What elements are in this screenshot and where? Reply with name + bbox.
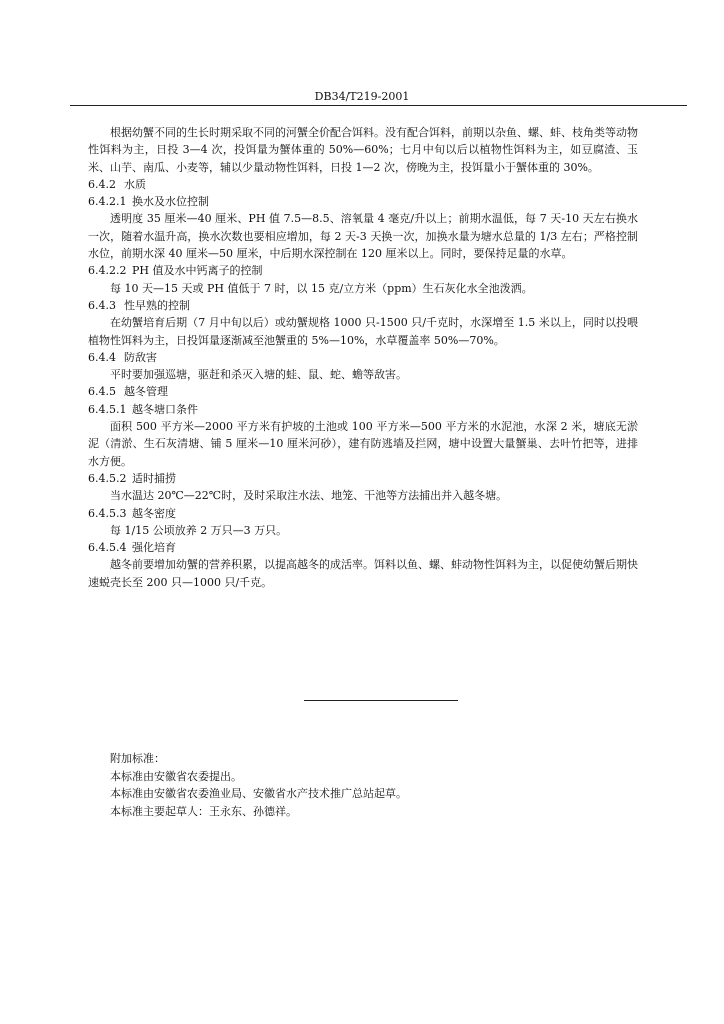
heading-number: 6.4.2.2 [88,264,127,278]
appendix-line: 本标准由安徽省农委渔业局、安徽省水产技术推广总站起草。 [110,787,407,800]
paragraph-ph-control: 每 10 天—15 天或 PH 值低于 7 时，以 15 克/立方米（ppm）生石灰化水全池泼洒。 [110,281,533,295]
heading-title: 强化培育 [132,541,176,555]
heading-title: 防敌害 [124,350,157,364]
heading-6-4-3 [88,297,638,314]
heading-6-4-5-4 [88,539,638,556]
standard-code: DB34/T219-2001 [314,90,410,103]
appendix-line: 本标准由安徽省农委提出。 [110,769,242,783]
appendix [110,750,630,820]
heading-number: 6.4.5.1 [88,402,127,416]
paragraph-harvest: 当水温达 20℃—22℃时，及时采取注水法、地笼、干池等方法捕出并入越冬塘。 [110,489,508,503]
header-divider [70,105,687,106]
heading-title: 水质 [124,177,146,191]
paragraph-pond-conditions: 面积 500 平方米—2000 平方米有护坡的土池或 100 平方米—500 平方米的水泥池，水深 2 米，塘底无淤泥（清淤、生石灰清塘、铺 5 厘米—10 厘米河砂），建有防逃墙及拦网，塘中设置大量蟹巢、去叶竹把等，进排水方便。 [88,420,638,468]
heading-title: 越冬密度 [132,506,176,520]
heading-title: 换水及水位控制 [132,195,209,209]
heading-title: 适时捕捞 [132,471,176,485]
paragraph-density: 每 1/15 公顷放养 2 万只—3 万只。 [110,523,288,537]
heading-6-4-2-2 [88,262,638,279]
heading-6-4-2-1 [88,193,638,210]
heading-number: 6.4.5.2 [88,471,127,485]
appendix-line: 本标准主要起草人：王永东、孙德祥。 [110,804,297,818]
heading-6-4-2 [88,176,638,193]
heading-number: 6.4.3 [88,298,116,312]
paragraph-precocity: 在幼蟹培育后期（7 月中旬以后）或幼蟹规格 1000 只-1500 只/千克时，水深增至 1.5 米以上，同时以投喂植物性饵料为主，日投饵量逐渐减至池蟹重的 5%—10%，水草覆盖率 50%—70%。 [88,316,638,347]
heading-title: 越冬塘口条件 [132,402,198,416]
paragraph-intensive-rearing: 越冬前要增加幼蟹的营养积累，以提高越冬的成活率。饵料以鱼、螺、蚌动物性饵料为主，以促使幼蟹后期快速蜕壳长至 200 只—1000 只/千克。 [88,558,638,589]
document-body [88,124,638,591]
heading-6-4-5-2 [88,470,638,487]
paragraph-predators: 平时要加强巡塘，驱赶和杀灭入塘的蛙、鼠、蛇、蟾等敌害。 [110,368,407,382]
heading-6-4-5-3 [88,505,638,522]
heading-title: 越冬管理 [124,385,168,399]
heading-number: 6.4.5 [88,385,116,399]
heading-number: 6.4.5.4 [88,541,127,555]
heading-number: 6.4.2.1 [88,195,127,209]
heading-6-4-4 [88,349,638,366]
paragraph-water-exchange: 透明度 35 厘米—40 厘米、PH 值 7.5—8.5、溶氧量 4 毫克/升以上；前期水温低，每 7 天-10 天左右换水一次，随着水温升高，换水次数也要相应增加，每 2 天-3 天换一次，加换水量为塘水总量的 1/3 左右；严格控制水位，前期水深 40 厘米—50 厘米，中后期水深控制在 120 厘米以上。同时，要保持足量的水草。 [88,212,638,261]
heading-6-4-5-1 [88,401,638,418]
appendix-title: 附加标准： [110,752,165,765]
heading-title: PH 值及水中钙离子的控制 [132,264,263,278]
heading-number: 6.4.2 [88,177,116,191]
heading-number: 6.4.5.3 [88,506,127,520]
end-of-text-rule [304,700,458,701]
paragraph-feeding: 根据幼蟹不同的生长时期采取不同的河蟹全价配合饵料。没有配合饵料，前期以杂鱼、螺、蚌、枝角类等动物性饵料为主，日投 3—4 次，投饵量为蟹体重的 50%—60%；七月中旬以后以植物性饵料为主，如豆腐渣、玉米、山芋、南瓜、小麦等，辅以少量动物性饵料，日投 1—2 次，傍晚为主，投饵量小于蟹体重的 30%。 [88,126,638,174]
heading-6-4-5 [88,383,638,400]
heading-number: 6.4.4 [88,350,116,364]
heading-title: 性早熟的控制 [124,298,190,312]
